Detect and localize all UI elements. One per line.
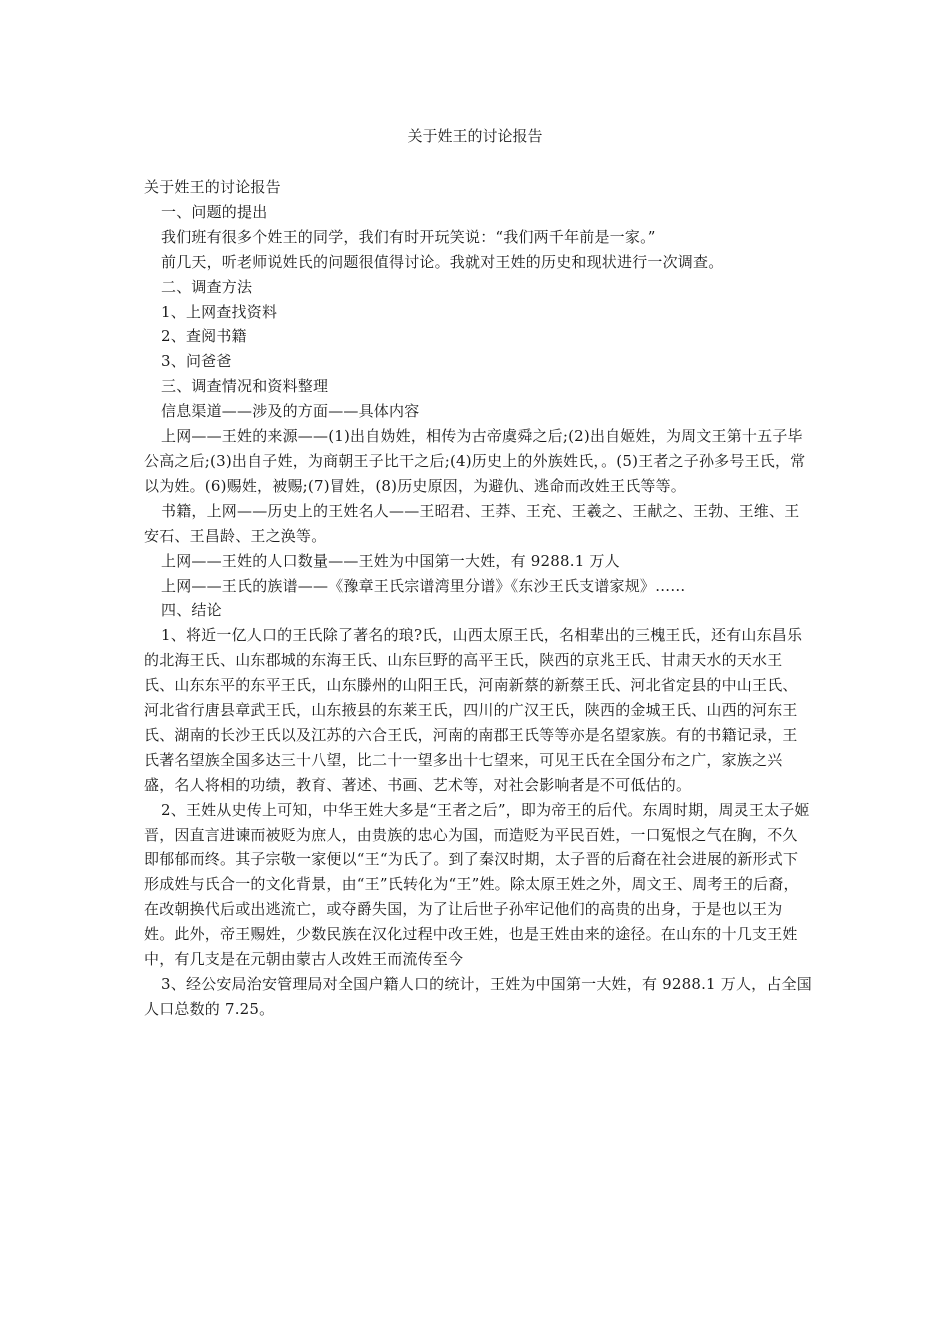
paragraph-teacher: 前几天，听老师说姓氏的问题很值得讨论。我就对王姓的历史和现状进行一次调查。 xyxy=(161,252,724,271)
document-title: 关于姓王的讨论报告 xyxy=(407,127,543,145)
section-heading-methods: 二、调查方法 xyxy=(161,277,253,296)
method-item-2: 2、查阅书籍 xyxy=(161,327,247,346)
findings-header: 信息渠道——涉及的方面——具体内容 xyxy=(161,402,420,421)
conclusion-paragraph-1: 1、将近一亿人口的王氏除了著名的琅?氏，山西太原王氏，名相辈出的三槐王氏，还有山东昌乐的北海王氏、山东郡城的东海王氏、山东巨野的高平王氏，陕西的京兆王氏、甘肃天水的天水王氏、山东东平的东平王氏，山东滕州的山阳王氏，河南新蔡的新蔡王氏、河北省定县的中山王氏、河北省行唐县章武王氏，山东掖县的东莱王氏，四川的广汉王氏，陕西的金城王氏、山西的河东王氏、湖南的长沙王氏以及江苏的六合王氏，河南的南郡王氏等等亦是名望家族。有的书籍记录，王氏著名望族全国多达三十八望，比二十一望多出十七望来，可见王氏在全国分布之广，家族之兴盛，名人将相的功绩，教育、著述、书画、艺术等，对社会影响者是不可低估的。 xyxy=(144,626,803,794)
conclusion-paragraph-2: 2、王姓从史传上可知，中华王姓大多是“王者之后”，即为帝王的后代。东周时期，周灵王太子姬晋，因直言进谏而被贬为庶人，由贵族的忠心为国，而造贬为平民百姓，一口冤恨之气在胸，不久即郁郁而终。其子宗敬一家便以“王“为氏了。到了秦汉时期，太子晋的后裔在社会进展的新形式下形成姓与氏合一的文化背景，由“王”氏转化为“王”姓。除太原王姓之外，周文王、周考王的后裔，在改朝换代后或出逃流亡，或夺爵失国，为了让后世子孙牢记他们的高贵的出身，于是也以王为姓。此外，帝王赐姓，少数民族在汉化过程中改王姓，也是王姓由来的途径。在山东的十几支王姓中，有几支是在元朝由蒙古人改姓王而流传至今 xyxy=(144,800,810,969)
section-heading-conclusion: 四、结论 xyxy=(161,601,222,620)
document-subtitle: 关于姓王的讨论报告 xyxy=(144,178,281,196)
conclusion-paragraph-3: 3、经公安局治安管理局对全国户籍人口的统计，王姓为中国第一大姓，有 9288.1 万人，占全国人口总数的 7.25。 xyxy=(144,975,812,1018)
document-body xyxy=(144,175,812,1022)
finding-genealogy: 上网——王氏的族谱——《豫章王氏宗谱湾里分谱》《东沙王氏支谱家规》…… xyxy=(161,576,686,595)
paragraph-classmates: 我们班有很多个姓王的同学，我们有时开玩笑说：“我们两千年前是一家。” xyxy=(161,227,656,246)
finding-origin: 上网——王姓的来源——(1)出自妫姓，相传为古帝虞舜之后;(2)出自姬姓，为周文王第十五子毕公高之后;(3)出自子姓，为商朝王子比干之后;(4)历史上的外族姓氏，。(5)王者之子孙多号王氏，常以为姓。(6)赐姓，被赐;(7)冒姓，(8)历史原因，为避仇、逃命而改姓王氏等等。 xyxy=(144,427,806,495)
section-heading-problem: 一、问题的提出 xyxy=(161,202,268,221)
section-heading-findings: 三、调查情况和资料整理 xyxy=(161,377,329,396)
method-item-3: 3、问爸爸 xyxy=(161,352,232,371)
finding-population: 上网——王姓的人口数量——王姓为中国第一大姓，有 9288.1 万人 xyxy=(161,551,620,570)
finding-famous-people: 书籍，上网——历史上的王姓名人——王昭君、王莽、王充、王羲之、王献之、王勃、王维、王安石、王昌龄、王之涣等。 xyxy=(144,501,800,545)
method-item-1: 1、上网查找资料 xyxy=(161,302,278,321)
